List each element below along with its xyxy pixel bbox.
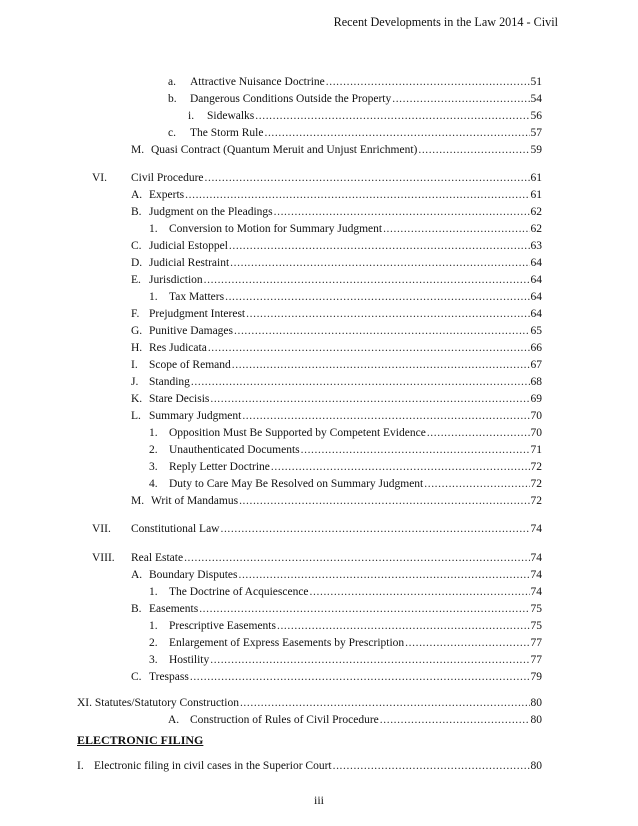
dot-leader xyxy=(264,126,529,141)
toc-entry-page: 74 xyxy=(530,569,542,581)
toc-entry-number: c. xyxy=(168,127,176,139)
toc-entry-page: 56 xyxy=(530,110,542,122)
toc-entry[interactable] xyxy=(131,237,542,254)
toc-entry-number: C. xyxy=(131,671,142,683)
toc-entry-page: 54 xyxy=(530,93,542,105)
toc-entry-page: 61 xyxy=(530,189,542,201)
toc-entry-page: 63 xyxy=(530,240,542,252)
toc-entry-title: Enlargement of Express Easements by Prescription xyxy=(169,637,405,649)
section-heading: ELECTRONIC FILING xyxy=(77,733,204,747)
toc-entry-title: Experts xyxy=(149,189,185,201)
dot-leader xyxy=(225,290,529,305)
toc-entry-page: 57 xyxy=(530,127,542,139)
toc-entry-title: Judicial Estoppel xyxy=(149,240,228,252)
toc-entry[interactable] xyxy=(149,288,542,305)
toc-entry-page: 77 xyxy=(530,637,542,649)
toc-entry-page: 79 xyxy=(530,671,542,683)
dot-leader xyxy=(310,585,530,600)
dot-leader xyxy=(424,477,529,492)
toc-entry[interactable] xyxy=(92,549,542,566)
toc-entry-page: 67 xyxy=(530,359,542,371)
toc-entry[interactable] xyxy=(168,90,542,107)
toc-entry-number: H. xyxy=(131,342,143,354)
toc-entry[interactable] xyxy=(149,651,542,668)
dot-leader xyxy=(238,568,529,583)
toc-entry[interactable] xyxy=(149,458,542,475)
toc-entry[interactable] xyxy=(188,107,542,124)
toc-entry[interactable] xyxy=(168,711,542,728)
toc-entry-page: 69 xyxy=(530,393,542,405)
toc-entry[interactable] xyxy=(131,668,542,685)
toc-entry-title: Judicial Restraint xyxy=(149,257,230,269)
toc-entry-title: Hostility xyxy=(169,654,210,666)
toc-entry-page: 74 xyxy=(530,586,542,598)
toc-entry[interactable] xyxy=(131,373,542,390)
toc-entry-title: Scope of Remand xyxy=(149,359,231,371)
toc-entry-title: Punitive Damages xyxy=(149,325,233,337)
toc-entry[interactable] xyxy=(131,339,542,356)
toc-entry[interactable] xyxy=(131,600,542,617)
toc-entry-number: 3. xyxy=(149,654,158,666)
running-header: Recent Developments in the Law 2014 - Civil xyxy=(333,15,558,29)
toc-entry[interactable] xyxy=(131,254,542,271)
toc-entry[interactable] xyxy=(149,220,542,237)
toc-entry[interactable] xyxy=(131,356,542,373)
toc-entry-number: I. xyxy=(131,359,138,371)
toc-entry-title: Unauthenticated Documents xyxy=(169,444,300,456)
dot-leader xyxy=(301,443,530,458)
toc-entry-title: Judgment on the Pleadings xyxy=(149,206,273,218)
dot-leader xyxy=(191,375,530,390)
toc-entry-title: Dangerous Conditions Outside the Property xyxy=(190,93,392,105)
toc-entry-number: 1. xyxy=(149,620,158,632)
toc-entry-title: Summary Judgment xyxy=(149,410,242,422)
dot-leader xyxy=(246,307,529,322)
toc-entry-title: Tax Matters xyxy=(169,291,225,303)
toc-entry-number: a. xyxy=(168,76,176,88)
toc-entry-page: 66 xyxy=(530,342,542,354)
toc-entry-number: A. xyxy=(131,569,143,581)
toc-entry-title: Civil Procedure xyxy=(131,172,204,184)
toc-entry-number: M. xyxy=(131,144,145,156)
toc-entry-title: Attractive Nuisance Doctrine xyxy=(190,76,325,88)
toc-entry-title: Prescriptive Easements xyxy=(169,620,276,632)
toc-entry-title: Prejudgment Interest xyxy=(149,308,246,320)
toc-entry-title: Real Estate xyxy=(131,552,184,564)
toc-entry[interactable] xyxy=(149,475,542,492)
dot-leader xyxy=(333,759,530,774)
toc-entry[interactable] xyxy=(131,407,542,424)
dot-leader xyxy=(380,713,530,728)
toc-entry-number: VII. xyxy=(92,523,111,535)
toc-entry-title: Construction of Rules of Civil Procedure xyxy=(190,714,379,726)
toc-entry-title: Boundary Disputes xyxy=(149,569,238,581)
toc-entry[interactable] xyxy=(131,203,542,220)
toc-entry-page: 75 xyxy=(530,603,542,615)
toc-entry-title: Easements xyxy=(149,603,199,615)
toc-entry-number: 1. xyxy=(149,223,158,235)
toc-entry[interactable] xyxy=(92,169,542,186)
toc-entry[interactable] xyxy=(149,424,542,441)
toc-entry-number: E. xyxy=(131,274,141,286)
toc-entry-page: 72 xyxy=(530,478,542,490)
toc-entry-number: 1. xyxy=(149,291,158,303)
toc-entry[interactable] xyxy=(149,441,542,458)
toc-entry-page: 65 xyxy=(530,325,542,337)
toc-entry[interactable] xyxy=(131,322,542,339)
dot-leader xyxy=(274,205,530,220)
dot-leader xyxy=(210,653,529,668)
toc-entry[interactable] xyxy=(77,757,542,774)
dot-leader xyxy=(255,109,529,124)
toc-entry-title: Conversion to Motion for Summary Judgment xyxy=(169,223,383,235)
toc-entry-number: J. xyxy=(131,376,139,388)
toc-entry-number: i. xyxy=(188,110,195,122)
toc-entry[interactable] xyxy=(131,566,542,583)
toc-entry-title: The Storm Rule xyxy=(190,127,264,139)
toc-entry-title: Quasi Contract (Quantum Meruit and Unjust Enrichment) xyxy=(151,144,418,156)
toc-entry-number: A. xyxy=(131,189,143,201)
toc-entry-title: Reply Letter Doctrine xyxy=(169,461,270,473)
dot-leader xyxy=(392,92,529,107)
dot-leader xyxy=(229,239,530,254)
toc-entry-page: 80 xyxy=(530,697,542,709)
dot-leader xyxy=(185,188,529,203)
toc-entry-number: 2. xyxy=(149,444,158,456)
toc-entry-number: I. xyxy=(77,760,84,772)
toc-entry-number: 4. xyxy=(149,478,158,490)
dot-leader xyxy=(405,636,529,651)
toc-entry[interactable] xyxy=(149,634,542,651)
dot-leader xyxy=(220,522,529,537)
dot-leader xyxy=(204,273,530,288)
dot-leader xyxy=(210,392,529,407)
toc-entry-number: A. xyxy=(168,714,180,726)
dot-leader xyxy=(234,324,530,339)
dot-leader xyxy=(242,409,529,424)
toc-entry[interactable] xyxy=(92,520,542,537)
dot-leader xyxy=(230,256,529,271)
dot-leader xyxy=(199,602,529,617)
dot-leader xyxy=(190,670,530,685)
toc-entry-title: Sidewalks xyxy=(207,110,255,122)
toc-entry-page: 72 xyxy=(530,461,542,473)
toc-entry[interactable] xyxy=(149,583,542,600)
toc-entry-number: M. xyxy=(131,495,145,507)
toc-entry-title: Writ of Mandamus xyxy=(151,495,239,507)
toc-entry[interactable] xyxy=(131,492,542,509)
toc-entry[interactable] xyxy=(168,73,542,90)
toc-entry-number: 2. xyxy=(149,637,158,649)
dot-leader xyxy=(208,341,530,356)
toc-entry-page: 59 xyxy=(530,144,542,156)
toc-entry-number: B. xyxy=(131,206,142,218)
toc-entry-page: 64 xyxy=(530,291,542,303)
toc-entry-number: 1. xyxy=(149,586,158,598)
dot-leader xyxy=(240,696,530,711)
toc-entry-page: 70 xyxy=(530,410,542,422)
toc-entry-page: 80 xyxy=(530,760,542,772)
toc-entry-page: 64 xyxy=(530,308,542,320)
toc-entry-page: 61 xyxy=(530,172,542,184)
toc-entry-number: C. xyxy=(131,240,142,252)
dot-leader xyxy=(277,619,530,634)
toc-entry-title: Trespass xyxy=(149,671,189,683)
dot-leader xyxy=(418,143,529,158)
dot-leader xyxy=(383,222,529,237)
dot-leader xyxy=(184,551,529,566)
toc-entry-page: 68 xyxy=(530,376,542,388)
toc-entry-title: Electronic filing in civil cases in the Superior Court xyxy=(94,760,332,772)
toc-entry-number: b. xyxy=(168,93,177,105)
toc-entry-title: Stare Decisis xyxy=(149,393,210,405)
toc-entry-title: Duty to Care May Be Resolved on Summary Judgment xyxy=(169,478,424,490)
toc-entry-number: 1. xyxy=(149,427,158,439)
dot-leader xyxy=(239,494,529,509)
toc-entry-title: XI. Statutes/Statutory Construction xyxy=(77,697,239,709)
dot-leader xyxy=(271,460,530,475)
dot-leader xyxy=(205,171,530,186)
toc-entry-page: 74 xyxy=(530,523,542,535)
toc-entry-number: L. xyxy=(131,410,141,422)
dot-leader xyxy=(427,426,530,441)
toc-entry[interactable] xyxy=(131,390,542,407)
toc-entry-page: 51 xyxy=(530,76,542,88)
toc-entry-page: 62 xyxy=(530,206,542,218)
toc-entry-page: 80 xyxy=(530,714,542,726)
toc-entry-title: Jurisdiction xyxy=(149,274,203,286)
toc-entry-page: 64 xyxy=(530,257,542,269)
toc-entry-title: Standing xyxy=(149,376,190,388)
toc-entry-page: 74 xyxy=(530,552,542,564)
toc-entry-title: Constitutional Law xyxy=(131,523,220,535)
toc-entry-title: Res Judicata xyxy=(149,342,207,354)
toc-entry-title: Opposition Must Be Supported by Competent Evidence xyxy=(169,427,426,439)
toc-entry[interactable] xyxy=(131,141,542,158)
toc-entry[interactable] xyxy=(131,186,542,203)
page-number: iii xyxy=(313,793,324,807)
toc-entry-number: B. xyxy=(131,603,142,615)
toc-entry-page: 72 xyxy=(530,495,542,507)
toc-entry-title: The Doctrine of Acquiescence xyxy=(169,586,309,598)
toc-entry[interactable] xyxy=(168,124,542,141)
toc-entry-number: D. xyxy=(131,257,143,269)
dot-leader xyxy=(232,358,530,373)
toc-entry-number: VIII. xyxy=(92,552,115,564)
toc-entry-number: K. xyxy=(131,393,143,405)
toc-entry[interactable] xyxy=(131,305,542,322)
toc-entry-number: G. xyxy=(131,325,143,337)
toc-entry-page: 75 xyxy=(530,620,542,632)
toc-entry[interactable] xyxy=(149,617,542,634)
dot-leader xyxy=(326,75,530,90)
toc-entry-page: 71 xyxy=(530,444,542,456)
toc-entry-page: 62 xyxy=(530,223,542,235)
toc-entry[interactable] xyxy=(77,694,542,711)
toc-entry-page: 64 xyxy=(530,274,542,286)
toc-entry[interactable] xyxy=(131,271,542,288)
toc-entry-page: 70 xyxy=(530,427,542,439)
toc-entry-number: VI. xyxy=(92,172,108,184)
toc-entry-number: F. xyxy=(131,308,140,320)
toc-entry-number: 3. xyxy=(149,461,158,473)
toc-entry-page: 77 xyxy=(530,654,542,666)
